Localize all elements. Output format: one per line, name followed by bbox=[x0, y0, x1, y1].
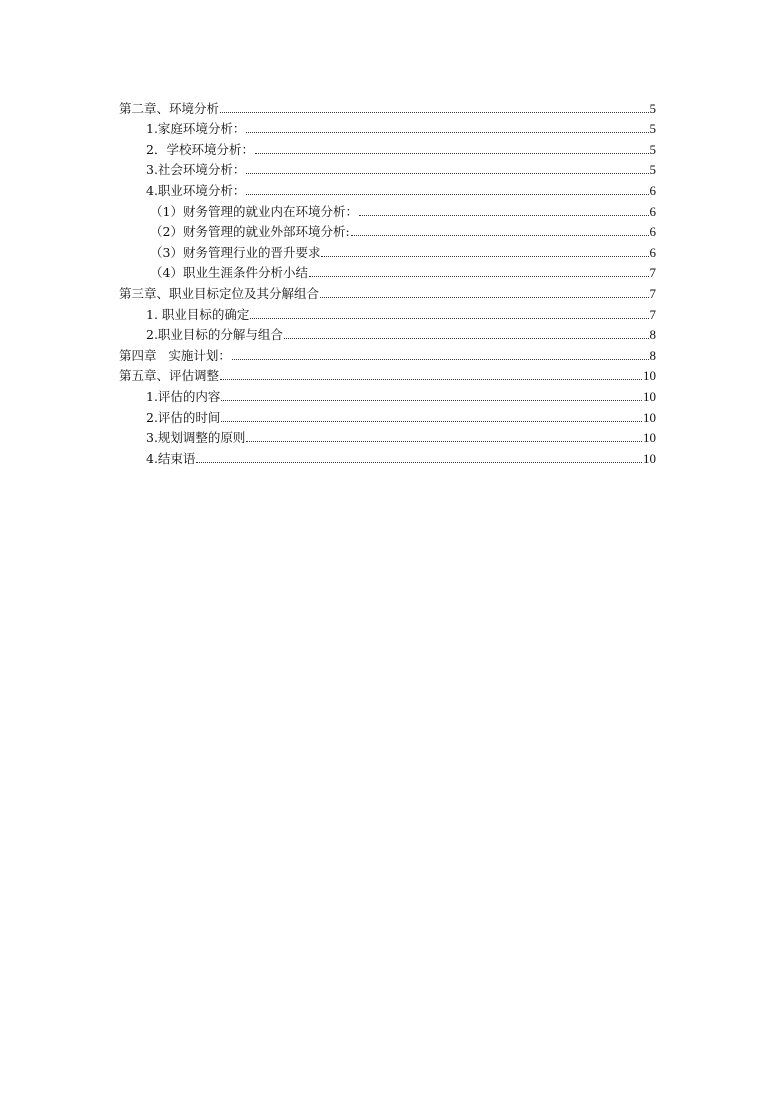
dot-leader bbox=[221, 400, 642, 401]
toc-entry-family-environment[interactable] bbox=[146, 116, 656, 137]
toc-entry-page-number: 6 bbox=[649, 182, 656, 198]
toc-entry-chapter-2[interactable] bbox=[119, 95, 656, 116]
toc-entry-label: 2.职业目标的分解与组合 bbox=[146, 327, 283, 343]
dot-leader bbox=[196, 462, 642, 463]
dot-leader bbox=[220, 112, 648, 113]
table-of-contents bbox=[0, 95, 774, 466]
dot-leader bbox=[246, 132, 648, 133]
toc-entry-goal-determination[interactable] bbox=[146, 301, 656, 322]
toc-entry-label: 第三章、职业目标定位及其分解组合 bbox=[119, 285, 320, 301]
dot-leader bbox=[321, 256, 648, 257]
toc-entry-label: （1）财务管理的就业内在环境分析： bbox=[150, 203, 358, 219]
toc-entry-label: （2）财务管理的就业外部环境分析: bbox=[150, 224, 350, 240]
toc-entry-label: （3）财务管理行业的晋升要求 bbox=[150, 244, 321, 260]
toc-entry-conditions-summary[interactable] bbox=[150, 260, 656, 281]
toc-entry-page-number: 5 bbox=[649, 141, 656, 157]
dot-leader bbox=[255, 153, 649, 154]
dot-leader bbox=[246, 194, 648, 195]
toc-entry-page-number: 5 bbox=[649, 121, 656, 137]
toc-entry-page-number: 8 bbox=[649, 327, 656, 343]
toc-entry-label: 4.结束语 bbox=[146, 450, 196, 466]
toc-entry-page-number: 5 bbox=[649, 162, 656, 178]
toc-entry-adjustment-principles[interactable] bbox=[146, 425, 656, 446]
toc-entry-page-number: 8 bbox=[649, 347, 656, 363]
dot-leader bbox=[250, 318, 648, 319]
toc-entry-label: 第二章、环境分析 bbox=[119, 100, 220, 116]
toc-entry-label: 第四章 实施计划： bbox=[119, 347, 231, 363]
toc-entry-label: 1. 职业目标的确定 bbox=[146, 306, 250, 322]
toc-entry-external-environment[interactable] bbox=[150, 219, 656, 240]
toc-entry-chapter-5[interactable] bbox=[119, 363, 656, 384]
toc-entry-page-number: 10 bbox=[643, 409, 656, 425]
toc-entry-label: 3.规划调整的原则 bbox=[146, 430, 246, 446]
dot-leader bbox=[246, 441, 642, 442]
toc-entry-school-environment[interactable] bbox=[146, 136, 656, 157]
toc-entry-page-number: 7 bbox=[649, 285, 656, 301]
dot-leader bbox=[232, 359, 649, 360]
dot-leader bbox=[309, 276, 649, 277]
toc-entry-page-number: 10 bbox=[643, 388, 656, 404]
toc-entry-page-number: 10 bbox=[643, 368, 656, 384]
toc-entry-label: （4）职业生涯条件分析小结 bbox=[150, 265, 308, 281]
toc-entry-page-number: 10 bbox=[643, 430, 656, 446]
dot-leader bbox=[221, 421, 642, 422]
toc-entry-conclusion[interactable] bbox=[146, 445, 656, 466]
toc-entry-chapter-3[interactable] bbox=[119, 280, 656, 301]
dot-leader bbox=[220, 379, 642, 380]
toc-entry-label: 2.评估的时间 bbox=[146, 409, 221, 425]
toc-entry-page-number: 6 bbox=[649, 203, 656, 219]
toc-entry-evaluation-content[interactable] bbox=[146, 383, 656, 404]
toc-entry-promotion-requirements[interactable] bbox=[150, 239, 656, 260]
dot-leader bbox=[320, 297, 648, 298]
toc-entry-page-number: 7 bbox=[649, 265, 656, 281]
toc-entry-label: 1.评估的内容 bbox=[146, 388, 221, 404]
dot-leader bbox=[351, 235, 649, 236]
toc-entry-page-number: 6 bbox=[649, 224, 656, 240]
toc-entry-label: 2．学校环境分析： bbox=[146, 141, 254, 157]
toc-entry-page-number: 7 bbox=[649, 306, 656, 322]
dot-leader bbox=[359, 215, 649, 216]
dot-leader bbox=[246, 173, 648, 174]
toc-entry-goal-decomposition[interactable] bbox=[146, 322, 656, 343]
toc-entry-label: 第五章、评估调整 bbox=[119, 368, 220, 384]
toc-entry-page-number: 6 bbox=[649, 244, 656, 260]
toc-entry-evaluation-time[interactable] bbox=[146, 404, 656, 425]
toc-entry-label: 1.家庭环境分析： bbox=[146, 121, 246, 137]
toc-entry-page-number: 10 bbox=[643, 450, 656, 466]
toc-entry-chapter-4[interactable] bbox=[119, 342, 656, 363]
toc-entry-career-environment[interactable] bbox=[146, 177, 656, 198]
toc-entry-label: 4.职业环境分析： bbox=[146, 182, 246, 198]
dot-leader bbox=[284, 338, 649, 339]
toc-entry-page-number: 5 bbox=[649, 100, 656, 116]
toc-entry-internal-environment[interactable] bbox=[150, 198, 656, 219]
toc-entry-social-environment[interactable] bbox=[146, 157, 656, 178]
toc-entry-label: 3.社会环境分析： bbox=[146, 162, 246, 178]
